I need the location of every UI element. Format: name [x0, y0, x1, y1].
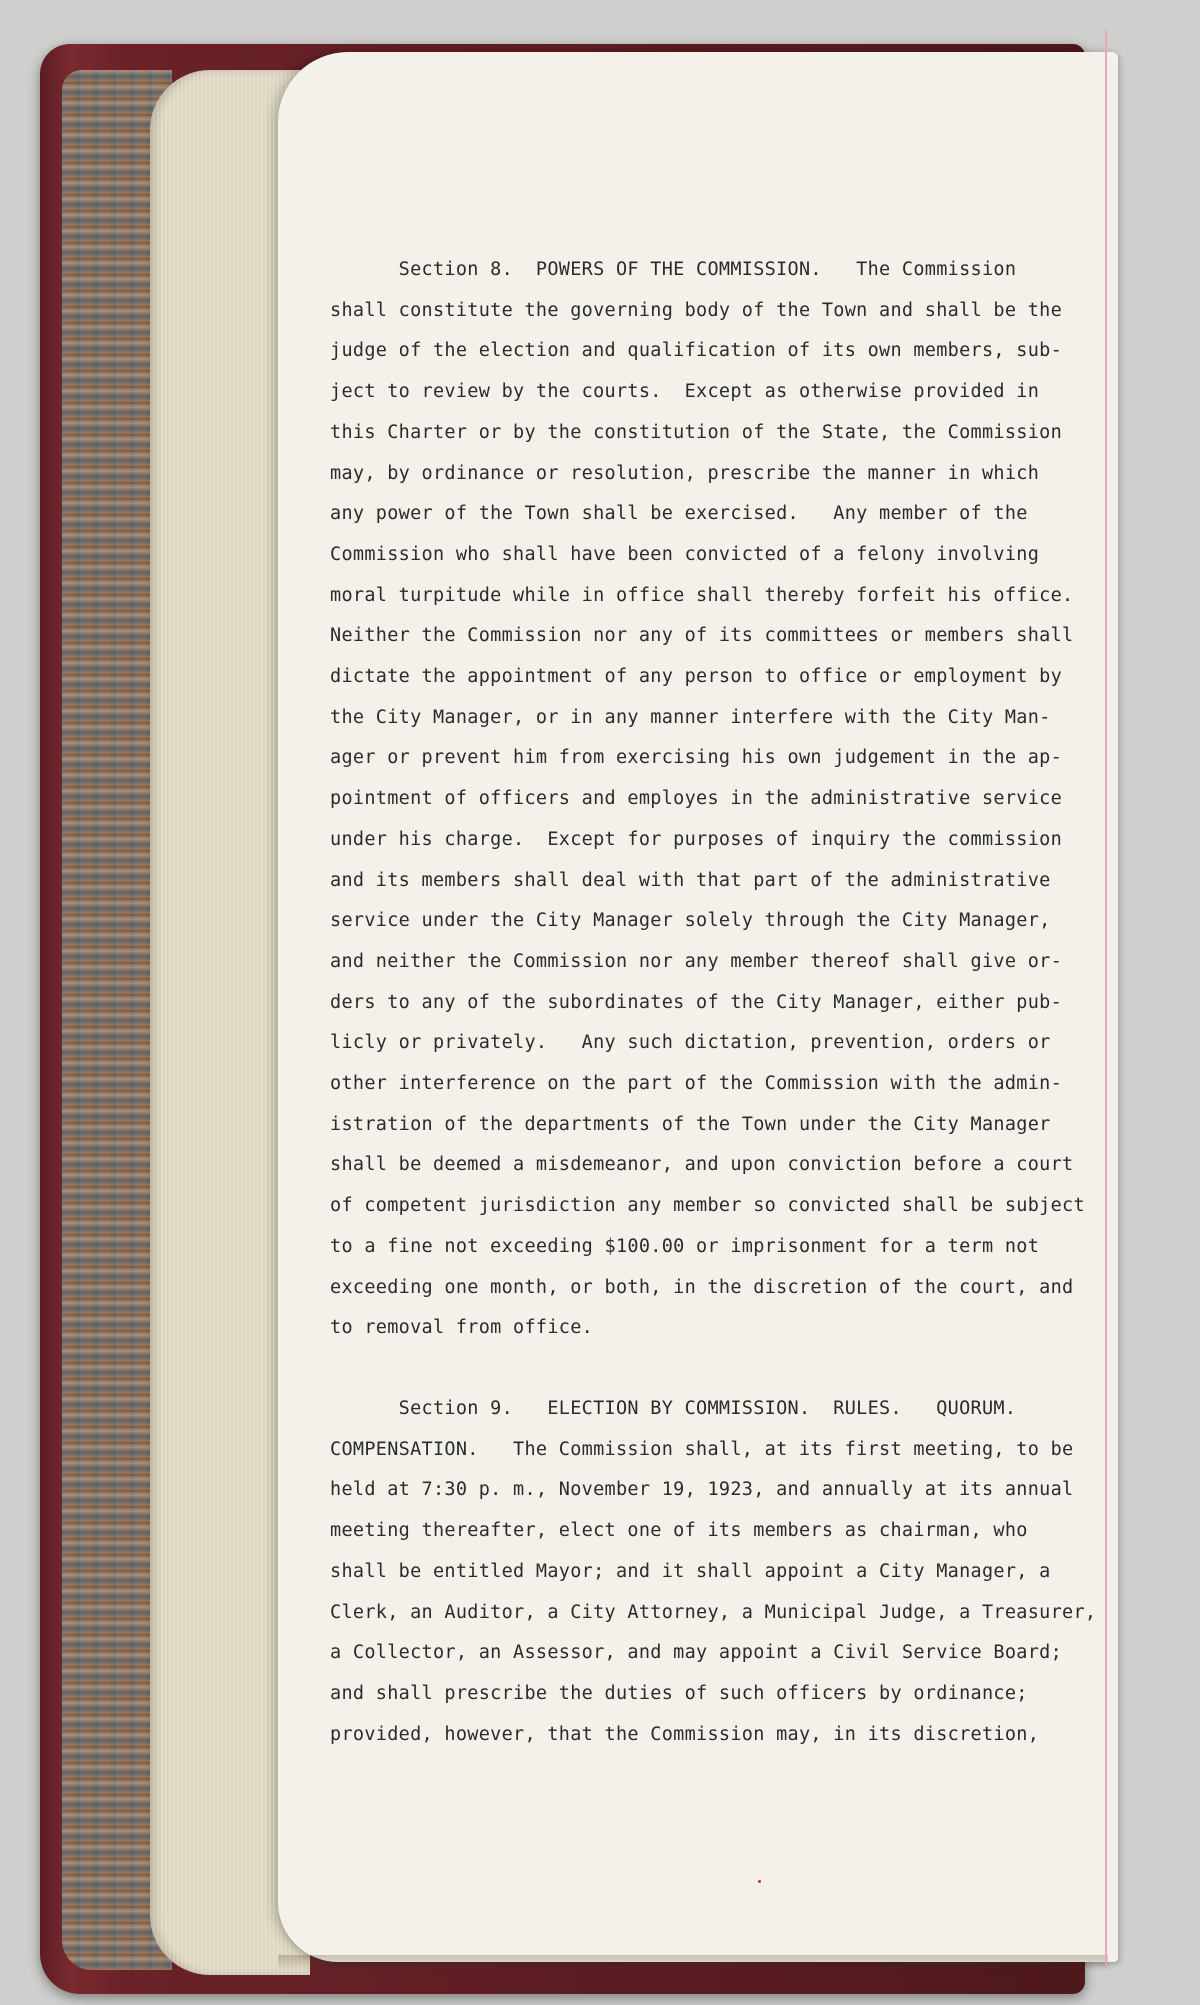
- text-line: and shall prescribe the duties of such officers by ordinance;: [330, 1682, 1028, 1704]
- section-gap: [330, 1349, 1090, 1389]
- text-line: moral turpitude while in office shall thereby forfeit his office.: [330, 584, 1074, 606]
- text-line: dictate the appointment of any person to office or employment by: [330, 666, 1063, 688]
- text-line: COMPENSATION. The Commission shall, at its first meeting, to be: [330, 1438, 1074, 1460]
- text-line: may, by ordinance or resolution, prescribe the manner in which: [330, 462, 1040, 484]
- text-line: Section 8. POWERS OF THE COMMISSION. The Commission: [330, 259, 1017, 280]
- text-line: ders to any of the subordinates of the City Manager, either pub-: [330, 991, 1063, 1013]
- text-line: under his charge. Except for purposes of inquiry the commission: [330, 828, 1063, 850]
- text-line: judge of the election and qualification of its own members, sub-: [330, 340, 1063, 362]
- text-line: meeting thereafter, elect one of its members as chairman, who: [330, 1520, 1028, 1542]
- margin-line: [1105, 30, 1107, 1965]
- text-line: Commission who shall have been convicted of a felony involving: [330, 543, 1040, 565]
- text-line: any power of the Town shall be exercised. Any member of the: [330, 503, 1028, 525]
- section-8: [330, 250, 1090, 1349]
- text-line: licly or privately. Any such dictation, prevention, orders or: [330, 1032, 1051, 1054]
- text-line: provided, however, that the Commission may, in its discretion,: [330, 1723, 1040, 1745]
- text-line: the City Manager, or in any manner interfere with the City Man-: [330, 706, 1051, 728]
- text-line: shall be deemed a misdemeanor, and upon conviction before a court: [330, 1154, 1074, 1176]
- text-line: ager or prevent him from exercising his own judgement in the ap-: [330, 747, 1063, 769]
- text-line: pointment of officers and employes in the administrative service: [330, 788, 1063, 810]
- text-line: this Charter or by the constitution of the State, the Commission: [330, 421, 1063, 443]
- text-line: ject to review by the courts. Except as otherwise provided in: [330, 381, 1040, 403]
- text-line: Neither the Commission nor any of its committees or members shall: [330, 625, 1074, 647]
- text-line: shall constitute the governing body of the Town and shall be the: [330, 299, 1063, 321]
- text-line: Section 9. ELECTION BY COMMISSION. RULES. QUORUM.: [330, 1397, 1017, 1419]
- text-line: to removal from office.: [330, 1317, 594, 1339]
- text-line: exceeding one month, or both, in the discretion of the court, and: [330, 1276, 1074, 1298]
- text-line: to a fine not exceeding $100.00 or imprisonment for a term not: [330, 1235, 1040, 1257]
- text-line: istration of the departments of the Town under the City Manager: [330, 1113, 1051, 1135]
- text-line: and neither the Commission nor any member thereof shall give or-: [330, 950, 1063, 972]
- text-line: Clerk, an Auditor, a City Attorney, a Municipal Judge, a Treasurer,: [330, 1601, 1097, 1623]
- ink-mark: [758, 1880, 761, 1883]
- section-9: [330, 1389, 1097, 1755]
- text-line: of competent jurisdiction any member so convicted shall be subject: [330, 1195, 1085, 1217]
- text-line: and its members shall deal with that part of the administrative: [330, 869, 1051, 891]
- text-line: shall be entitled Mayor; and it shall appoint a City Manager, a: [330, 1560, 1051, 1582]
- page-shadow: [278, 1955, 1108, 1971]
- text-line: other interference on the part of the Commission with the admin-: [330, 1073, 1063, 1095]
- text-line: held at 7:30 p. m., November 19, 1923, and annually at its annual: [330, 1479, 1074, 1501]
- page-text: [330, 250, 1097, 1755]
- text-line: service under the City Manager solely through the City Manager,: [330, 910, 1051, 932]
- text-line: a Collector, an Assessor, and may appoint a Civil Service Board;: [330, 1642, 1063, 1664]
